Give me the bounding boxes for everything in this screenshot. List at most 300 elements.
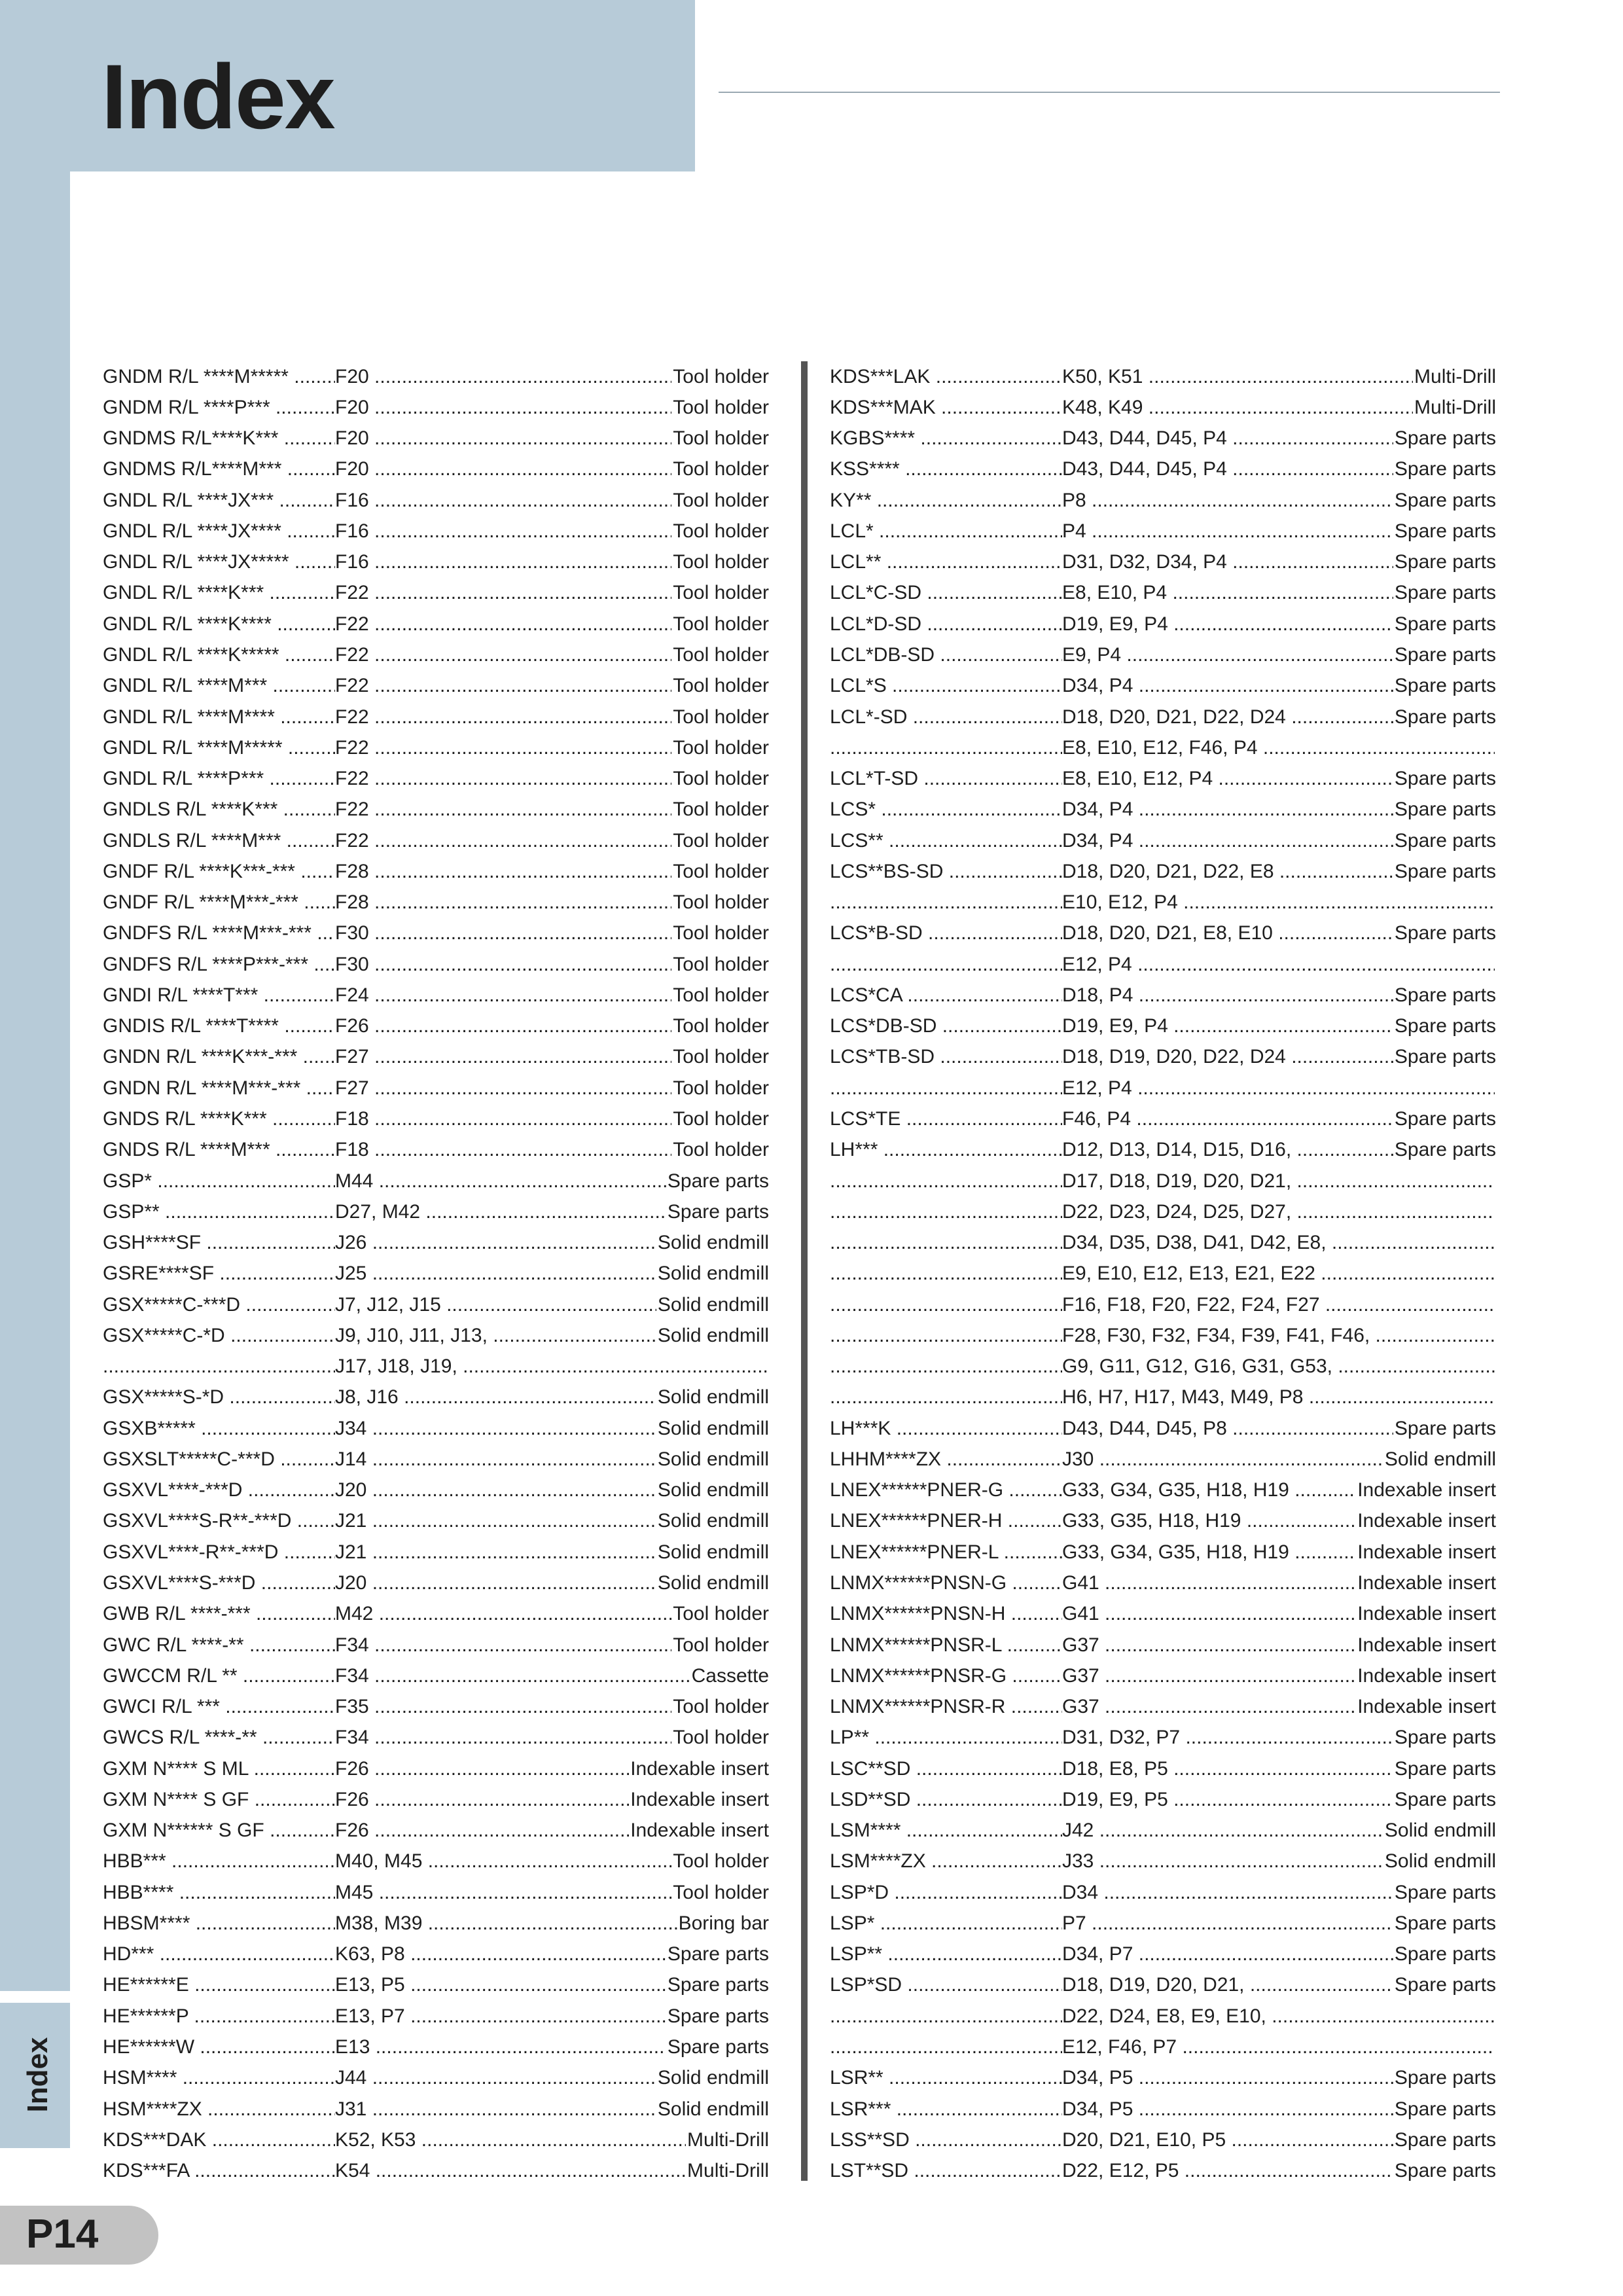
entry-code (830, 737, 1062, 759)
index-entry (103, 578, 769, 609)
entry-code (830, 1355, 1062, 1378)
index-entry (103, 2001, 769, 2032)
side-tab-label: Index (22, 2037, 54, 2113)
entry-pages: F22 ..... (335, 582, 671, 604)
entry-code: LCL*C-SD ..... (830, 582, 1062, 604)
entry-category: Tool holder (673, 1696, 769, 1718)
entry-pages: J31 ..... (335, 2098, 656, 2121)
entry-code: GSX*****C-*D ..... (103, 1325, 335, 1347)
index-entry (830, 1073, 1496, 1103)
entry-category: Spare parts (1394, 489, 1496, 511)
entry-pages: G41 ..... (1062, 1572, 1356, 1594)
entry-code: KY** ..... (830, 490, 1062, 512)
entry-code: GSP* ..... (103, 1170, 335, 1193)
entry-category: Solid endmill (657, 1324, 769, 1346)
entry-code: LNEX******PNER-H ..... (830, 1510, 1062, 1532)
index-entry (830, 1506, 1496, 1537)
entry-category: Solid endmill (657, 1293, 769, 1316)
index-entry (830, 1444, 1496, 1475)
entry-pages: J26 ..... (335, 1232, 656, 1254)
entry-category: Tool holder (673, 1015, 769, 1037)
entry-pages: D19, E9, P4 ..... (1062, 1015, 1393, 1037)
entry-pages: F22 ..... (335, 830, 671, 852)
entry-category: Spare parts (1394, 2067, 1496, 2089)
entry-code: KDS***FA ..... (103, 2160, 335, 2182)
title-rule (719, 92, 1500, 93)
entry-code: GSXVL****-***D ..... (103, 1479, 335, 1501)
index-entry (103, 888, 769, 918)
entry-category: Spare parts (1394, 1108, 1496, 1130)
entry-pages: F20 ..... (335, 397, 671, 419)
index-entry (830, 423, 1496, 454)
index-entry (830, 1166, 1496, 1196)
entry-pages: F27 ..... (335, 1077, 671, 1100)
entry-code: LSC**SD ..... (830, 1758, 1062, 1780)
entry-category: Spare parts (1394, 860, 1496, 882)
index-entry (830, 1227, 1496, 1258)
index-entry (830, 732, 1496, 763)
entry-pages: K63, P8 ..... (335, 1943, 666, 1965)
entry-pages: D18, D20, D21, D22, D24 ..... (1062, 706, 1393, 728)
index-entry (830, 1289, 1496, 1320)
entry-pages: K48, K49 ..... (1062, 397, 1413, 419)
index-entry (103, 1506, 769, 1537)
entry-pages: E8, E10, E12, F46, P4 ..... (1062, 737, 1495, 759)
index-entry (103, 1939, 769, 1970)
entry-code (830, 2005, 1062, 2028)
index-entry (830, 2125, 1496, 2155)
index-entry (103, 1011, 769, 1042)
entry-category: Solid endmill (657, 1386, 769, 1408)
entry-pages: D18, D20, D21, D22, E8 ..... (1062, 861, 1393, 883)
entry-category: Solid endmill (1384, 1850, 1496, 1873)
index-entry (103, 1846, 769, 1877)
index-entry (103, 392, 769, 423)
index-entry (103, 1320, 769, 1351)
entry-pages: P7 ..... (1062, 1912, 1393, 1935)
entry-code: GNDL R/L ****M**** ..... (103, 706, 335, 728)
entry-pages: F20 ..... (335, 427, 671, 450)
entry-pages: D18, P4 ..... (1062, 984, 1393, 1007)
entry-code: LSP*D ..... (830, 1882, 1062, 1904)
index-entry (830, 2094, 1496, 2125)
entry-code: LCS** ..... (830, 830, 1062, 852)
entry-code: LH*** ..... (830, 1139, 1062, 1161)
entry-pages: G41 ..... (1062, 1603, 1356, 1625)
entry-pages: F22 ..... (335, 675, 671, 697)
entry-pages: D34, P4 ..... (1062, 798, 1393, 821)
index-entry (830, 2032, 1496, 2062)
entry-code: KSS**** ..... (830, 458, 1062, 480)
entry-category: Indexable insert (1357, 1664, 1496, 1687)
index-entry (103, 1073, 769, 1103)
index-entry (830, 1042, 1496, 1073)
entry-category: Tool holder (673, 582, 769, 604)
entry-category: Indexable insert (1357, 1510, 1496, 1532)
entry-category: Spare parts (1394, 1912, 1496, 1934)
entry-code: LCS*DB-SD ..... (830, 1015, 1062, 1037)
entry-pages: J9, J10, J11, J13, ..... (335, 1325, 656, 1347)
entry-pages: F22 ..... (335, 706, 671, 728)
entry-pages: F22 ..... (335, 737, 671, 759)
index-entry (103, 2125, 769, 2155)
entry-pages: D34, P7 ..... (1062, 1943, 1393, 1965)
entry-category: Spare parts (1394, 613, 1496, 635)
entry-pages: P4 ..... (1062, 520, 1393, 543)
entry-category: Spare parts (1394, 427, 1496, 450)
entry-pages: G33, G34, G35, H18, H19 ..... (1062, 1541, 1356, 1564)
index-entry (103, 485, 769, 516)
index-entry (830, 1908, 1496, 1939)
entry-pages: F46, P4 ..... (1062, 1108, 1393, 1130)
entry-pages: G33, G34, G35, H18, H19 ..... (1062, 1479, 1356, 1501)
entry-code: GXM N**** S GF ..... (103, 1789, 335, 1811)
entry-pages: D34, P5 ..... (1062, 2067, 1393, 2089)
entry-category: Tool holder (673, 953, 769, 975)
entry-category: Tool holder (673, 1077, 769, 1099)
entry-code: GSX*****C-***D ..... (103, 1294, 335, 1316)
index-entry (103, 454, 769, 485)
entry-code: KGBS**** ..... (830, 427, 1062, 450)
entry-pages: F24 ..... (335, 984, 671, 1007)
entry-pages: J25 ..... (335, 1263, 656, 1285)
index-entry (830, 980, 1496, 1011)
entry-category: Tool holder (673, 798, 769, 821)
index-entry (103, 1135, 769, 1166)
index-entry (830, 1939, 1496, 1970)
entry-code (830, 1170, 1062, 1193)
entry-category: Spare parts (1394, 1757, 1496, 1780)
index-entry (830, 949, 1496, 980)
entry-pages: E12, P4 ..... (1062, 954, 1495, 976)
index-entry (103, 1599, 769, 1630)
entry-pages: E13, P7 ..... (335, 2005, 666, 2028)
entry-code: GNDFS R/L ****M***-*** ..... (103, 922, 335, 944)
entry-code: KDS***LAK ..... (830, 366, 1062, 388)
entry-category: Tool holder (673, 829, 769, 852)
entry-pages: F28 ..... (335, 861, 671, 883)
index-entry (830, 392, 1496, 423)
entry-pages: M40, M45 ..... (335, 1850, 671, 1873)
entry-code: GNDMS R/L****M*** ..... (103, 458, 335, 480)
entry-category: Multi-Drill (687, 2128, 769, 2151)
entry-pages: J21 ..... (335, 1510, 656, 1532)
entry-code: GNDL R/L ****K***** ..... (103, 644, 335, 666)
entry-pages: D27, M42 ..... (335, 1201, 666, 1223)
entry-code (103, 1355, 335, 1378)
entry-code: LCL*DB-SD ..... (830, 644, 1062, 666)
column-divider (801, 361, 808, 2181)
entry-category: Tool holder (673, 520, 769, 542)
entry-category: Solid endmill (657, 1448, 769, 1470)
entry-category: Tool holder (673, 1108, 769, 1130)
entry-category: Tool holder (673, 768, 769, 790)
entry-pages: D22, D23, D24, D25, D27, ..... (1062, 1201, 1495, 1223)
entry-code (830, 1201, 1062, 1223)
entry-pages: F18 ..... (335, 1108, 671, 1130)
index-entry (830, 795, 1496, 825)
index-entry (830, 1630, 1496, 1660)
entry-code: GNDM R/L ****M***** ..... (103, 366, 335, 388)
index-entry (103, 609, 769, 639)
entry-code: GNDL R/L ****P*** ..... (103, 768, 335, 790)
entry-pages: F26 ..... (335, 1758, 629, 1780)
entry-pages: D18, D19, D20, D21, ..... (1062, 1974, 1393, 1996)
entry-category: Tool holder (673, 891, 769, 914)
entry-category: Solid endmill (657, 1571, 769, 1594)
index-entry (830, 1660, 1496, 1691)
entry-category: Tool holder (673, 860, 769, 882)
entry-category: Solid endmill (657, 2098, 769, 2120)
entry-pages: F26 ..... (335, 1789, 629, 1811)
entry-category: Multi-Drill (1414, 396, 1496, 418)
entry-pages: F16 ..... (335, 490, 671, 512)
index-entry (830, 888, 1496, 918)
index-entry (830, 361, 1496, 392)
entry-category: Spare parts (1394, 984, 1496, 1006)
entry-code: HBSM**** ..... (103, 1912, 335, 1935)
index-entry (103, 1630, 769, 1660)
entry-category: Tool holder (673, 1046, 769, 1068)
entry-pages: G9, G11, G12, G16, G31, G53, ..... (1062, 1355, 1495, 1378)
index-entry (103, 1537, 769, 1568)
entry-code: LSM**** ..... (830, 1820, 1062, 1842)
index-entry (830, 856, 1496, 887)
index-entry (103, 1568, 769, 1598)
entry-code: LSP** ..... (830, 1943, 1062, 1965)
entry-pages: G37 ..... (1062, 1634, 1356, 1657)
index-entry (103, 2155, 769, 2186)
entry-pages: D22, D24, E8, E9, E10, ..... (1062, 2005, 1495, 2028)
entry-code: LNMX******PNSR-G ..... (830, 1665, 1062, 1687)
entry-code: LCS**BS-SD ..... (830, 861, 1062, 883)
index-entry (103, 2063, 769, 2094)
entry-code: LP** ..... (830, 1727, 1062, 1749)
index-entry (830, 763, 1496, 794)
entry-code: GNDIS R/L ****T**** ..... (103, 1015, 335, 1037)
entry-category: Indexable insert (1357, 1571, 1496, 1594)
entry-code: LST**SD ..... (830, 2160, 1062, 2182)
index-entry (103, 1475, 769, 1506)
entry-pages: E12, F46, P7 ..... (1062, 2036, 1495, 2058)
entry-pages: F22 ..... (335, 768, 671, 790)
entry-category: Tool holder (673, 1881, 769, 1903)
entry-code: GNDLS R/L ****M*** ..... (103, 830, 335, 852)
index-entry (103, 980, 769, 1011)
entry-pages: D18, D20, D21, E8, E10 ..... (1062, 922, 1393, 944)
entry-category: Spare parts (667, 1974, 769, 1996)
entry-code: GNDF R/L ****K***-*** ..... (103, 861, 335, 883)
entry-pages: D22, E12, P5 ..... (1062, 2160, 1393, 2182)
entry-code: GNDLS R/L ****K*** ..... (103, 798, 335, 821)
entry-pages: J30 ..... (1062, 1448, 1383, 1471)
entry-code: GSRE****SF ..... (103, 1263, 335, 1285)
entry-code: LNMX******PNSN-G ..... (830, 1572, 1062, 1594)
entry-code: GSXVL****S-R**-***D ..... (103, 1510, 335, 1532)
index-entry (830, 1475, 1496, 1506)
entry-category: Indexable insert (630, 1757, 769, 1780)
index-entry (103, 702, 769, 732)
index-entry (830, 578, 1496, 609)
entry-code: HBB**** ..... (103, 1882, 335, 1904)
entry-code: GNDS R/L ****K*** ..... (103, 1108, 335, 1130)
index-entry (103, 639, 769, 670)
entry-category: Tool holder (673, 613, 769, 635)
entry-category: Spare parts (1394, 922, 1496, 944)
entry-code (830, 1294, 1062, 1316)
entry-category: Spare parts (667, 2005, 769, 2027)
entry-code (830, 2036, 1062, 2058)
entry-code: LSP* ..... (830, 1912, 1062, 1935)
entry-pages: F28 ..... (335, 891, 671, 914)
index-entry (830, 1103, 1496, 1134)
entry-code: LCL*T-SD ..... (830, 768, 1062, 790)
entry-code: GNDL R/L ****K*** ..... (103, 582, 335, 604)
entry-pages: D17, D18, D19, D20, D21, ..... (1062, 1170, 1495, 1193)
entry-pages: F28, F30, F32, F34, F39, F41, F46, ..... (1062, 1325, 1495, 1347)
entry-code: GXM N****** S GF ..... (103, 1820, 335, 1842)
entry-code: LSM****ZX ..... (830, 1850, 1062, 1873)
entry-code: LCL*S ..... (830, 675, 1062, 697)
entry-pages: E8, E10, E12, P4 ..... (1062, 768, 1393, 790)
index-entry (103, 1444, 769, 1475)
entry-code: LCL*D-SD ..... (830, 613, 1062, 636)
entry-category: Tool holder (673, 1603, 769, 1625)
entry-category: Tool holder (673, 922, 769, 944)
entry-code (830, 1263, 1062, 1285)
index-entry (830, 1815, 1496, 1846)
entry-pages: J17, J18, J19, ..... (335, 1355, 768, 1378)
entry-pages: K54 ..... (335, 2160, 686, 2182)
entry-category: Spare parts (1394, 551, 1496, 573)
entry-code: GNDL R/L ****JX*** ..... (103, 490, 335, 512)
entry-pages: D31, D32, D34, P4 ..... (1062, 551, 1393, 573)
entry-code: GNDL R/L ****K**** ..... (103, 613, 335, 636)
index-entry (103, 547, 769, 578)
entry-pages: J14 ..... (335, 1448, 656, 1471)
index-entry (103, 1227, 769, 1258)
entry-pages: F22 ..... (335, 613, 671, 636)
index-entry (830, 1877, 1496, 1908)
entry-pages: M45 ..... (335, 1882, 671, 1904)
entry-pages: F34 ..... (335, 1727, 671, 1749)
entry-category: Spare parts (1394, 2128, 1496, 2151)
entry-pages: F20 ..... (335, 458, 671, 480)
entry-pages: H6, H7, H17, M43, M49, P8 ..... (1062, 1386, 1495, 1408)
entry-code: GNDL R/L ****M***** ..... (103, 737, 335, 759)
index-entry (103, 1166, 769, 1196)
index-entry (103, 1877, 769, 1908)
entry-category: Solid endmill (657, 1232, 769, 1254)
entry-category: Multi-Drill (687, 2160, 769, 2182)
entry-pages: M44 ..... (335, 1170, 666, 1193)
entry-code: GWC R/L ****-** ..... (103, 1634, 335, 1657)
entry-category: Spare parts (1394, 706, 1496, 728)
entry-pages: M42 ..... (335, 1603, 671, 1625)
entry-category: Solid endmill (657, 1263, 769, 1285)
index-entry (103, 1196, 769, 1227)
entry-category: Indexable insert (1357, 1634, 1496, 1656)
page-title: Index (101, 45, 334, 148)
index-entry (830, 1970, 1496, 2001)
entry-category: Spare parts (1394, 1974, 1496, 1996)
entry-category: Indexable insert (1357, 1696, 1496, 1718)
entry-pages: J8, J16 ..... (335, 1386, 656, 1408)
entry-category: Spare parts (1394, 1417, 1496, 1439)
entry-code: HBB*** ..... (103, 1850, 335, 1873)
entry-category: Spare parts (1394, 1788, 1496, 1810)
index-entry (830, 454, 1496, 485)
index-entry (103, 1691, 769, 1722)
entry-pages: J42 ..... (1062, 1820, 1383, 1842)
index-entry (830, 825, 1496, 856)
index-entry (103, 1908, 769, 1939)
entry-category: Spare parts (1394, 520, 1496, 542)
entry-code: HD*** ..... (103, 1943, 335, 1965)
entry-category: Spare parts (1394, 644, 1496, 666)
entry-category: Spare parts (1394, 675, 1496, 697)
index-entry (103, 732, 769, 763)
entry-pages: J34 ..... (335, 1418, 656, 1440)
index-entry (830, 1011, 1496, 1042)
entry-category: Tool holder (673, 644, 769, 666)
entry-code: KDS***DAK ..... (103, 2129, 335, 2151)
entry-category: Tool holder (673, 736, 769, 759)
entry-code: GNDMS R/L****K*** ..... (103, 427, 335, 450)
entry-category: Solid endmill (657, 2067, 769, 2089)
entry-pages: F30 ..... (335, 922, 671, 944)
entry-category: Spare parts (1394, 1139, 1496, 1161)
entry-code: GNDFS R/L ****P***-*** ..... (103, 954, 335, 976)
entry-pages: G33, G35, H18, H19 ..... (1062, 1510, 1356, 1532)
index-entry (830, 547, 1496, 578)
index-entry (103, 1723, 769, 1753)
entry-pages: J7, J12, J15 ..... (335, 1294, 656, 1316)
entry-pages: D19, E9, P4 ..... (1062, 613, 1393, 636)
index-entry (830, 1413, 1496, 1444)
entry-category: Tool holder (673, 706, 769, 728)
entry-code: GNDN R/L ****M***-*** ..... (103, 1077, 335, 1100)
index-entry (830, 702, 1496, 732)
index-entry (103, 516, 769, 547)
entry-code: LCS* ..... (830, 798, 1062, 821)
index-column-right (830, 361, 1496, 2187)
entry-pages: J33 ..... (1062, 1850, 1383, 1873)
entry-pages: F16 ..... (335, 551, 671, 573)
index-entry (830, 1382, 1496, 1413)
entry-pages: D43, D44, D45, P8 ..... (1062, 1418, 1393, 1440)
entry-pages: F26 ..... (335, 1820, 629, 1842)
index-entry (830, 2063, 1496, 2094)
entry-code: GSH****SF ..... (103, 1232, 335, 1254)
entry-pages: D19, E9, P5 ..... (1062, 1789, 1393, 1811)
entry-code: GNDN R/L ****K***-*** ..... (103, 1046, 335, 1068)
entry-code: GNDL R/L ****JX**** ..... (103, 520, 335, 543)
entry-pages: D18, D19, D20, D22, D24 ..... (1062, 1046, 1393, 1068)
entry-pages: D34, P4 ..... (1062, 675, 1393, 697)
index-entry (830, 485, 1496, 516)
entry-code: HSM****ZX ..... (103, 2098, 335, 2121)
entry-code: LSR*** ..... (830, 2098, 1062, 2121)
entry-category: Tool holder (673, 984, 769, 1006)
entry-category: Spare parts (1394, 1943, 1496, 1965)
index-entry (103, 856, 769, 887)
entry-pages: P8 ..... (1062, 490, 1393, 512)
index-entry (103, 1970, 769, 2001)
entry-code: LNMX******PNSN-H ..... (830, 1603, 1062, 1625)
index-entry (830, 1753, 1496, 1784)
page-number: P14 (26, 2212, 99, 2257)
